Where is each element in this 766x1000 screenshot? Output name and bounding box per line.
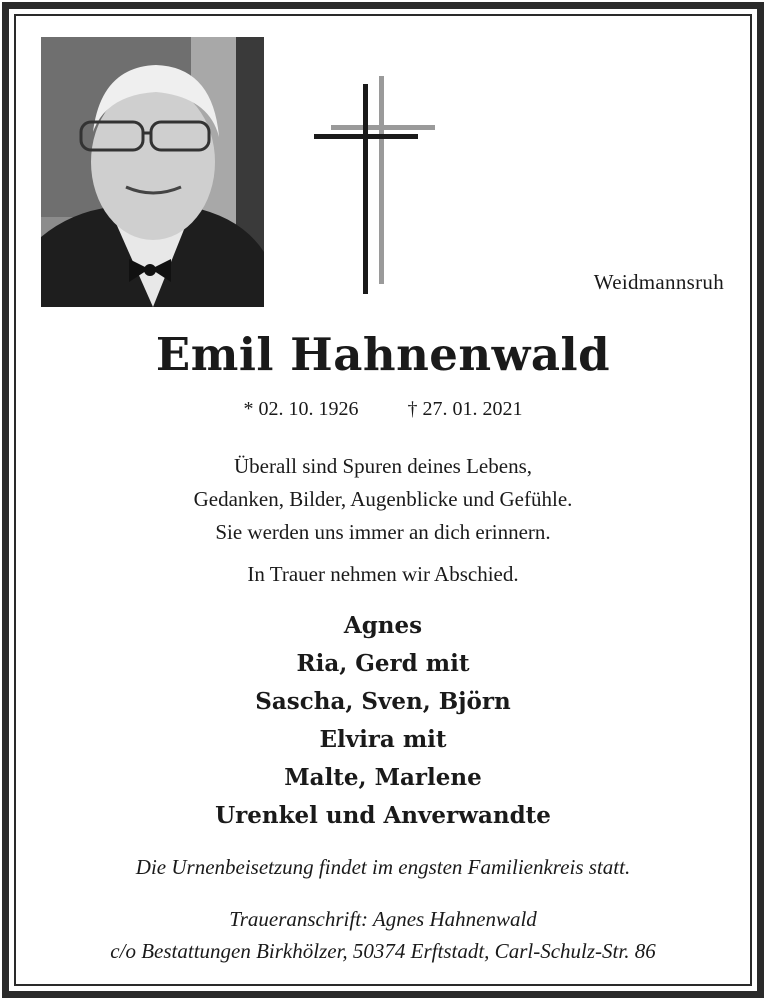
mourner-entry: Elvira mit (319, 726, 447, 753)
mourner-entry: Sascha, Sven, Björn (255, 688, 511, 715)
birth-date: * 02. 10. 1926 (243, 398, 359, 420)
memorial-poem (0, 450, 766, 549)
place-name: Weidmannsruh (593, 270, 724, 294)
cross-light-horizontal (331, 125, 435, 130)
address-line-1: Traueranschrift: Agnes Hahnenwald (229, 907, 537, 931)
death-date: † 27. 01. 2021 (407, 398, 523, 420)
deceased-name: Emil Hahnenwald (155, 328, 611, 381)
mourner-entry: Ria, Gerd mit (296, 650, 470, 677)
portrait-photo (41, 37, 264, 307)
double-cross-icon (300, 70, 450, 300)
farewell-text: In Trauer nehmen wir Abschied. (247, 562, 519, 586)
cross-dark-horizontal (314, 134, 418, 139)
cross-dark-vertical (363, 84, 368, 294)
poem-line: Gedanken, Bilder, Augenblicke und Gefühle. (193, 487, 573, 511)
cross-light-vertical (379, 76, 384, 284)
mourner-entry: Agnes (343, 612, 423, 639)
urn-notice: Die Urnenbeisetzung findet im engsten Familienkreis statt. (135, 855, 631, 879)
life-dates (0, 398, 766, 421)
poem-line: Überall sind Spuren deines Lebens, (233, 454, 532, 478)
address-line-2: c/o Bestattungen Birkhölzer, 50374 Erftstadt, Carl-Schulz-Str. 86 (110, 939, 656, 963)
mourning-address (0, 903, 766, 967)
mourner-entry: Malte, Marlene (284, 764, 482, 791)
mourner-entry: Urenkel und Anverwandte (215, 802, 551, 829)
mourners-list (0, 607, 766, 835)
poem-line: Sie werden uns immer an dich erinnern. (215, 520, 551, 544)
